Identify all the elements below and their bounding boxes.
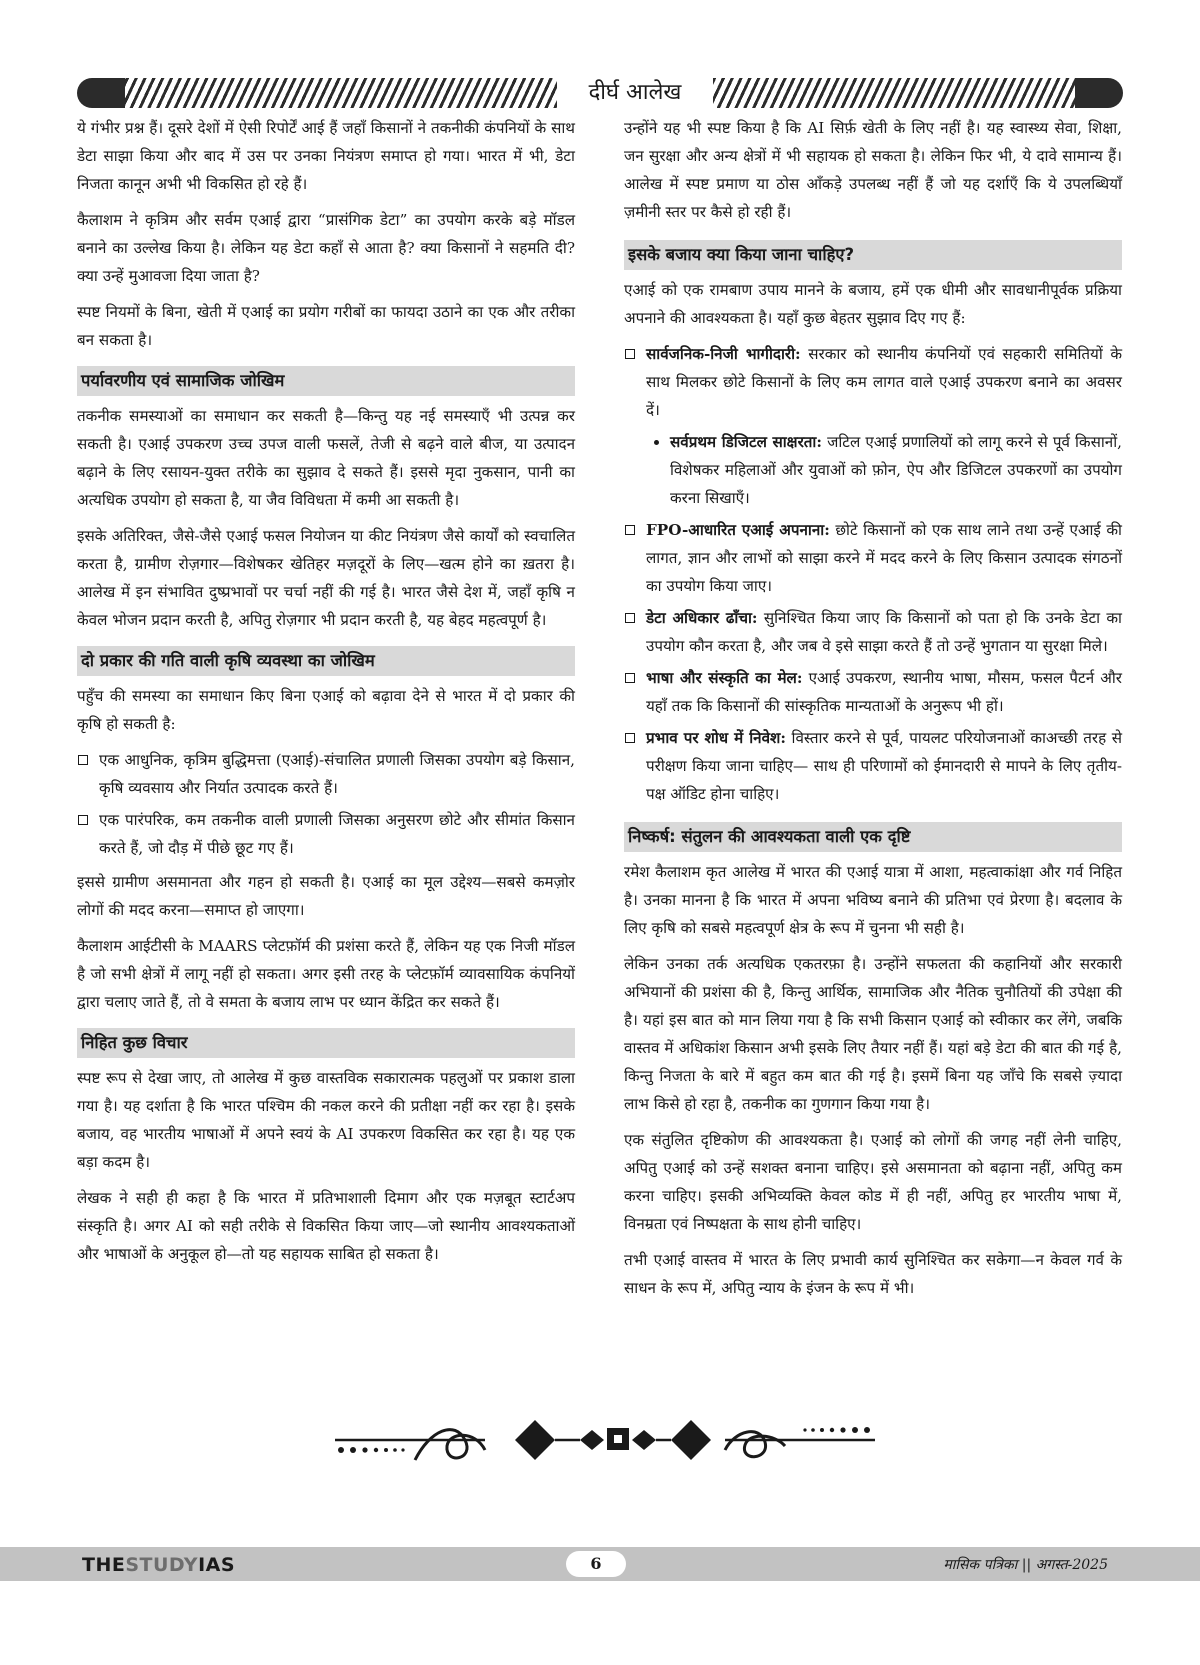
header-stripe-left	[117, 78, 557, 108]
checkbox-bullet-icon	[78, 815, 88, 825]
list-item: भाषा और संस्कृति का मेल: एआई उपकरण, स्थानीय भाषा, मौसम, फसल पैटर्न और यहाँ तक कि किसानों की सांस्कृतिक मान्यताओं के अनुरूप भी हों।	[624, 664, 1122, 720]
list-item: एक पारंपरिक, कम तकनीक वाली प्रणाली जिसका अनुसरण छोटे और सीमांत किसान करते हैं, जो दौड़ में पीछे छूट गए हैं।	[77, 806, 575, 862]
checkbox-bullet-icon	[625, 525, 635, 535]
page-footer	[0, 1547, 1200, 1581]
section-heading: निहित कुछ विचार	[77, 1028, 575, 1058]
paragraph: उन्होंने यह भी स्पष्ट किया है कि AI सिर्फ़ खेती के लिए नहीं है। यह स्वास्थ्य सेवा, शिक्षा, जन सुरक्षा और अन्य क्षेत्रों में भी सहायक हो सकता है। लेकिन फिर भी, ये दावे सामान्य हैं। आलेख में स्पष्ट प्रमाण या ठोस आँकड़े उपलब्ध नहीं हैं जो यह दर्शाएँ कि ये उपलब्धियाँ ज़मीनी स्तर पर कैसे हो रही हैं।	[624, 119, 1122, 221]
paragraph: रमेश कैलाशम कृत आलेख में भारत की एआई यात्रा में आशा, महत्वाकांक्षा और गर्व निहित है। उनका मानना है कि भारत में अपना भविष्य बनाने की प्रतिभा एवं प्रेरणा है। बदलाव के लिए कृषि को सबसे महत्वपूर्ण क्षेत्र के रूप में चुनना भी सही है।	[624, 863, 1122, 937]
paragraph: पहुँच की समस्या का समाधान किए बिना एआई को बढ़ावा देने से भारत में दो प्रकार की कृषि हो सकती है:	[77, 687, 575, 733]
paragraph: लेकिन उनका तर्क अत्यधिक एकतरफ़ा है। उन्होंने सफलता की कहानियों और सरकारी अभियानों की प्रशंसा की है, किन्तु आर्थिक, सामाजिक और नैतिक चुनौतियों की उपेक्षा की है। यहां इस बात को मान लिया गया है कि सभी किसान एआई को स्वीकार कर लेंगे, जबकि वास्तव में अधिकांश किसान अभी इसके लिए तैयार नहीं हैं। यहां बड़े डेटा की बात की गई है, किन्तु निजता के बारे में बहुत कम बात की गई है। इसमें बिना यह जाँचे कि सबसे ज़्यादा लाभ किसे हो रहा है, तकनीक का गुणगान किया गया है।	[624, 955, 1122, 1113]
right-column	[624, 114, 1122, 1310]
section-heading: पर्यावरणीय एवं सामाजिक जोखिम	[77, 366, 575, 396]
checkbox-bullet-icon	[78, 755, 88, 765]
paragraph: स्पष्ट रूप से देखा जाए, तो आलेख में कुछ वास्तविक सकारात्मक पहलुओं पर प्रकाश डाला गया है। यह दर्शाता है कि भारत पश्चिम की नकल करने की प्रतीक्षा नहीं कर रहा है। इसके बजाय, वह भारतीय भाषाओं में अपने स्वयं के AI उपकरण विकसित कर रहा है। यह एक बड़ा कदम है।	[77, 1069, 575, 1171]
left-column	[77, 114, 575, 1276]
section-heading: इसके बजाय क्या किया जाना चाहिए?	[624, 240, 1122, 270]
paragraph: इसके अतिरिक्त, जैसे-जैसे एआई फसल नियोजन या कीट नियंत्रण जैसे कार्यों को स्वचालित करता है, ग्रामीण रोज़गार—विशेषकर खेतिहर मज़दूरों के लिए—खत्म होने का ख़तरा है। आलेख में इन संभावित दुष्प्रभावों पर चर्चा नहीं की गई है। भारत जैसे देश में, जहाँ कृषि न केवल भोजन प्रदान करती है, अपितु रोज़गार भी प्रदान करती है, यह बेहद महत्वपूर्ण है।	[77, 527, 575, 629]
bullet-list	[77, 746, 575, 862]
header-cap-right	[1075, 78, 1123, 108]
list-item: सार्वजनिक-निजी भागीदारी: सरकार को स्थानीय कंपनियों एवं सहकारी समितियों के साथ मिलकर छोटे किसानों के लिए कम लागत वाले एआई उपकरण बनाने का अवसर दें।	[624, 340, 1122, 424]
sub-list-item: सर्वप्रथम डिजिटल साक्षरता: जटिल एआई प्रणालियों को लागू करने से पूर्व किसानों, विशेषकर महिलाओं और युवाओं को फ़ोन, ऐप और डिजिटल उपकरणों का उपयोग करना सिखाएँ।	[624, 428, 1122, 512]
checkbox-bullet-icon	[625, 733, 635, 743]
header-stripe-right	[713, 78, 1075, 108]
section-heading: निष्कर्ष: संतुलन की आवश्यकता वाली एक दृष्टि	[624, 822, 1122, 852]
list-item: एक आधुनिक, कृत्रिम बुद्धिमत्ता (एआई)-संचालित प्रणाली जिसका उपयोग बड़े किसान, कृषि व्यवसाय और निर्यात उत्पादक करते हैं।	[77, 746, 575, 802]
paragraph: लेखक ने सही ही कहा है कि भारत में प्रतिभाशाली दिमाग और एक मज़बूत स्टार्टअप संस्कृति है। अगर AI को सही तरीके से विकसित किया जाए—जो स्थानीय आवश्यकताओं और भाषाओं के अनुकूल हो—तो यह सहायक साबित हो सकता है।	[77, 1189, 575, 1263]
decorative-divider-icon	[335, 1410, 875, 1470]
section-heading: दो प्रकार की गति वाली कृषि व्यवस्था का जोखिम	[77, 646, 575, 676]
issue-label: मासिक पत्रिका || अगस्त-2025	[943, 1557, 1108, 1573]
list-item: FPO-आधारित एआई अपनाना: छोटे किसानों को एक साथ लाने तथा उन्हें एआई की लागत, ज्ञान और लाभों को साझा करने में मदद करने के लिए किसान उत्पादक संगठनों का उपयोग किया जाए।	[624, 516, 1122, 600]
paragraph: कैलाशम आईटीसी के MAARS प्लेटफ़ॉर्म की प्रशंसा करते हैं, लेकिन यह एक निजी मॉडल है जो सभी क्षेत्रों में लागू नहीं हो सकता। अगर इसी तरह के प्लेटफ़ॉर्म व्यावसायिक कंपनियों द्वारा चलाए जाते हैं, तो वे समता के बजाय लाभ पर ध्यान केंद्रित कर सकते हैं।	[77, 937, 575, 1011]
checkbox-bullet-icon	[625, 673, 635, 683]
paragraph: ये गंभीर प्रश्न हैं। दूसरे देशों में ऐसी रिपोर्टें आई हैं जहाँ किसानों ने तकनीकी कंपनियों के साथ डेटा साझा किया और बाद में उस पर उनका नियंत्रण समाप्त हो गया। भारत में भी, डेटा निजता कानून अभी भी विकसित हो रहे हैं।	[77, 119, 575, 193]
checkbox-bullet-icon	[625, 613, 635, 623]
paragraph: स्पष्ट नियमों के बिना, खेती में एआई का प्रयोग गरीबों का फायदा उठाने का एक और तरीका बन सकता है।	[77, 303, 575, 349]
section-title: दीर्घ आलेख	[588, 80, 682, 105]
page-number: 6	[566, 1551, 626, 1577]
dot-bullet-icon	[654, 440, 659, 445]
list-item: डेटा अधिकार ढाँचा: सुनिश्चित किया जाए कि किसानों को पता हो कि उनके डेटा का उपयोग कौन करता है, और जब वे इसे साझा करते हैं तो उन्हें भुगतान या सुरक्षा मिले।	[624, 604, 1122, 660]
checkbox-bullet-icon	[625, 349, 635, 359]
list-item: प्रभाव पर शोध में निवेश: विस्तार करने से पूर्व, पायलट परियोजनाओं काअच्छी तरह से परीक्षण किया जाना चाहिए— साथ ही परिणामों को ईमानदारी से मापने के लिए तृतीय-पक्ष ऑडिट होना चाहिए।	[624, 724, 1122, 808]
paragraph: एक संतुलित दृष्टिकोण की आवश्यकता है। एआई को लोगों की जगह नहीं लेनी चाहिए, अपितु एआई को उन्हें सशक्त बनाना चाहिए। इसे असमानता को बढ़ाना नहीं, अपितु कम करना चाहिए। इसकी अभिव्यक्ति केवल कोड में ही नहीं, अपितु हर भारतीय भाषा में, विनम्रता एवं निष्पक्षता के साथ होनी चाहिए।	[624, 1131, 1122, 1233]
paragraph: तभी एआई वास्तव में भारत के लिए प्रभावी कार्य सुनिश्चित कर सकेगा—न केवल गर्व के साधन के रूप में, अपितु न्याय के इंजन के रूप में भी।	[624, 1251, 1122, 1297]
brand-logo: THESTUDYIAS	[82, 1554, 236, 1576]
paragraph: इससे ग्रामीण असमानता और गहन हो सकती है। एआई का मूल उद्देश्य—सबसे कमज़ोर लोगों की मदद करना—समाप्त हो जाएगा।	[77, 873, 575, 919]
paragraph: कैलाशम ने कृत्रिम और सर्वम एआई द्वारा “प्रासंगिक डेटा” का उपयोग करके बड़े मॉडल बनाने का उल्लेख किया है। लेकिन यह डेटा कहाँ से आता है? क्या किसानों ने सहमति दी? क्या उन्हें मुआवजा दिया जाता है?	[77, 211, 575, 285]
paragraph: एआई को एक रामबाण उपाय मानने के बजाय, हमें एक धीमी और सावधानीपूर्वक प्रक्रिया अपनाने की आवश्यकता है। यहाँ कुछ बेहतर सुझाव दिए गए हैं:	[624, 281, 1122, 327]
suggestion-list	[624, 340, 1122, 808]
page-header	[77, 78, 1123, 108]
paragraph: तकनीक समस्याओं का समाधान कर सकती है—किन्तु यह नई समस्याएँ भी उत्पन्न कर सकती है। एआई उपकरण उच्च उपज वाली फसलें, तेजी से बढ़ने वाले बीज, या उत्पादन बढ़ाने के लिए रसायन-युक्त तरीके का सुझाव दे सकते हैं। इससे मृदा नुकसान, पानी का अत्यधिक उपयोग हो सकता है, या जैव विविधता में कमी आ सकती है।	[77, 407, 575, 509]
